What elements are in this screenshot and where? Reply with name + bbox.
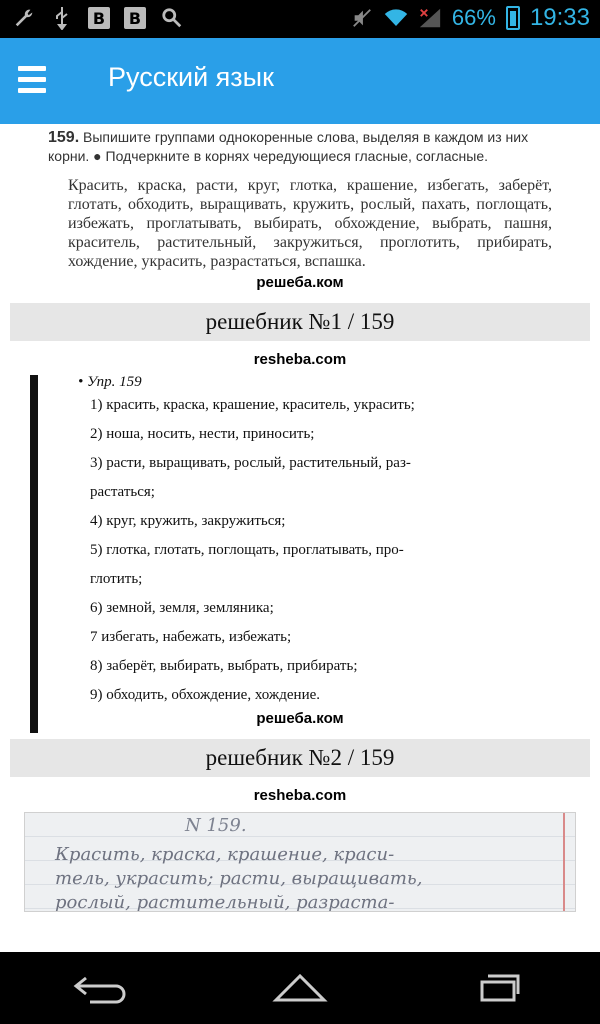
solution-line: 1) красить, краска, крашение, краситель, украсить; <box>90 397 415 413</box>
recents-button[interactable] <box>460 963 540 1013</box>
solution-line: 7 избегать, набежать, избежать; <box>90 629 292 645</box>
navigation-bar <box>0 952 600 1024</box>
recents-icon <box>478 972 522 1004</box>
solution2-header[interactable]: решебник №2 / 159 <box>10 739 590 777</box>
task-number: 159. <box>48 129 80 146</box>
solution-line: 8) заберёт, выбирать, выбрать, прибирать; <box>90 658 358 674</box>
handwritten-page <box>24 812 576 912</box>
site-watermark: resheba.com <box>253 351 347 368</box>
mute-icon <box>350 5 374 31</box>
task-heading <box>48 128 552 166</box>
home-icon <box>272 972 328 1004</box>
b-icon: B <box>88 7 110 29</box>
watermark: решеба.ком <box>256 274 344 291</box>
battery-icon <box>506 6 520 30</box>
site-watermark: resheba.com <box>253 787 347 804</box>
solution2-image <box>0 777 600 912</box>
exercise-label: • Упр. 159 <box>78 374 142 390</box>
solution-line: 9) обходить, обхождение, хождение. <box>90 687 321 703</box>
solution-line: растаться; <box>90 484 155 500</box>
task-words: Красить, краска, расти, круг, глотка, крашение, избегать, заберёт, глотать, обходить, выращивать, кружить, рослый, пахать, поглощать, избежать, проглатывать, выбирать, обхождение, выбрать, пашня, краситель, растительный, закружиться, проглотить, прибирать, хождение, украсить, разрастаться, вспашка. <box>68 177 552 270</box>
solution1-header[interactable]: решебник №1 / 159 <box>10 303 590 341</box>
signal-icon <box>418 5 442 31</box>
solution-line: 2) ноша, носить, нести, приносить; <box>90 426 315 442</box>
app-bar <box>0 38 600 124</box>
clock: 19:33 <box>529 4 590 31</box>
b-icon: B <box>124 7 146 29</box>
search-icon <box>160 5 184 31</box>
hw-text <box>55 843 555 912</box>
watermark: решеба.ком <box>256 710 344 727</box>
solution-line: 4) круг, кружить, закружиться; <box>90 513 286 529</box>
solution-line: 6) земной, земля, земляника; <box>90 600 274 616</box>
usb-icon <box>50 5 74 31</box>
status-right-icons <box>350 4 590 32</box>
hw-line: рослый, растительный, разраста- <box>55 892 395 912</box>
solution-line: 5) глотка, глотать, поглощать, проглатывать, про- <box>90 542 404 558</box>
hw-number: N 159. <box>185 815 247 836</box>
hw-line: Красить, краска, крашение, краси- <box>55 844 395 865</box>
task-instruction: Выпишите группами однокоренные слова, выделяя в каждом из них корни. ● Подчеркните в корнях чередующиеся гласные, согласные. <box>48 129 529 164</box>
notebook-margin <box>563 813 565 911</box>
status-left-icons <box>12 5 184 31</box>
solution-line: 3) расти, выращивать, рослый, растительный, раз- <box>90 455 411 471</box>
hw-line: тель, украсить; расти, выращивать, <box>55 868 423 889</box>
solution-lines <box>90 391 518 710</box>
wifi-icon <box>384 5 408 31</box>
task-text <box>0 124 600 291</box>
wrench-icon <box>12 5 36 31</box>
status-bar <box>0 0 600 38</box>
solution-line: глотить; <box>90 571 143 587</box>
content-area[interactable] <box>0 124 600 952</box>
home-button[interactable] <box>260 963 340 1013</box>
solution-bar <box>30 375 38 733</box>
battery-percent: 66% <box>451 5 496 30</box>
solution1-image <box>0 341 600 727</box>
back-button[interactable] <box>60 963 140 1013</box>
page-title: Русский язык <box>108 62 274 92</box>
back-icon <box>72 972 128 1004</box>
menu-icon[interactable] <box>18 66 46 94</box>
